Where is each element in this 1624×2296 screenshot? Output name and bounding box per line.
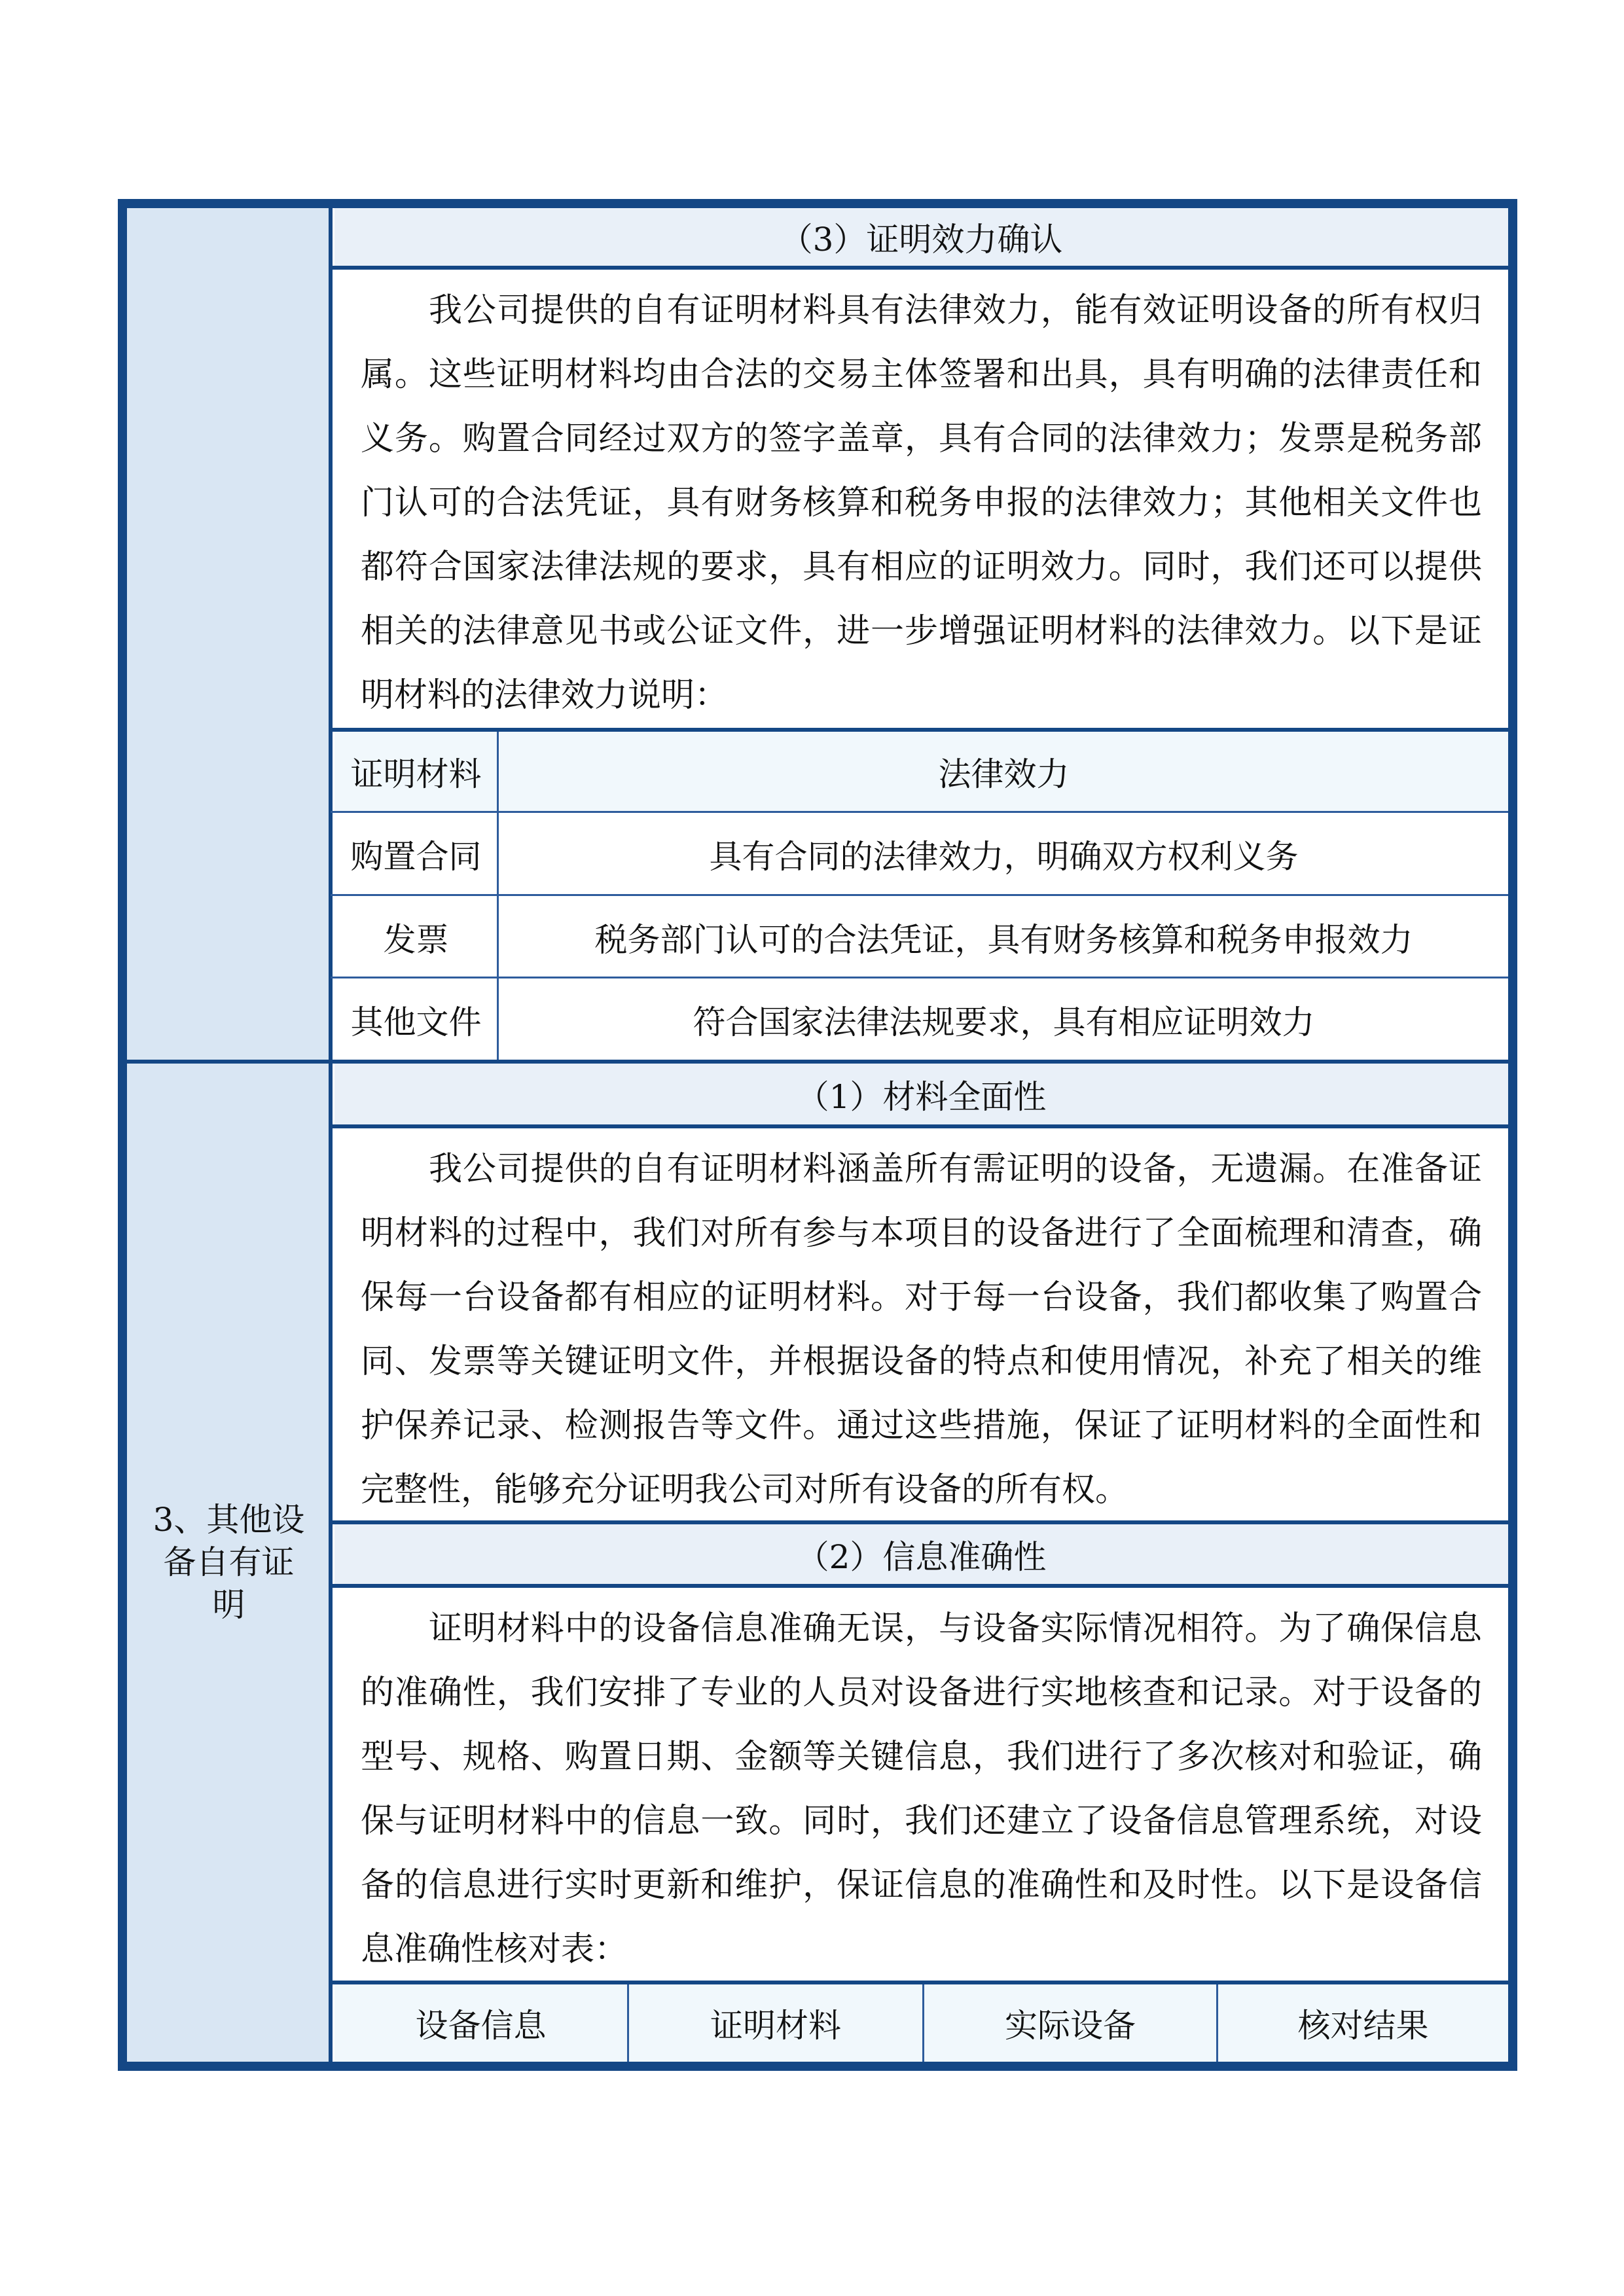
paragraph-accuracy: 证明材料中的设备信息准确无误，与设备实际情况相符。为了确保信息的准确性，我们安排了专业的人员对设备进行实地核查和记录。对于设备的型号、规格、购置日期、金额等关键信息，我们进行了多次核对和验证，确保与证明材料中的信息一致。同时，我们还建立了设备信息管理系统，对设备的信息进行实时更新和维护，保证信息的准确性和及时性。以下是设备信息准确性核对表： [361,1609,1482,1969]
divider [127,1060,1508,1064]
section-label [127,1499,331,1626]
section-label-line: 明 [212,1586,245,1624]
table-header-cell: 证明材料 [334,732,497,812]
divider [331,1981,1508,1984]
divider [331,1520,1508,1524]
divider [331,977,1508,978]
divider [497,732,499,1060]
table-cell-validity: 符合国家法律法规要求，具有相应证明效力 [693,1003,1315,1041]
table-cell-material: 其他文件 [350,1003,482,1041]
divider [331,266,1508,270]
divider [922,1984,924,2062]
divider [331,1584,1508,1588]
divider [329,208,333,2062]
check-table-header-cell: 核对结果 [1218,1984,1508,2062]
divider [1216,1984,1218,2062]
section-label-line: 备自有证 [163,1543,295,1581]
heading-proof-validity: （3）证明效力确认 [334,208,1508,266]
table-cell-validity: 税务部门认可的合法凭证，具有财务核算和税务申报效力 [594,920,1413,959]
section-label-line: 3、其他设 [153,1501,305,1539]
heading-completeness: （1）材料全面性 [334,1064,1508,1124]
check-table-header-cell: 证明材料 [629,1984,922,2062]
check-table-header-cell: 设备信息 [334,1984,627,2062]
table-header-cell: 法律效力 [499,732,1508,812]
paragraph-proof-validity: 我公司提供的自有证明材料具有法律效力，能有效证明设备的所有权归属。这些证明材料均由合法的交易主体签署和出具，具有明确的法律责任和义务。购置合同经过双方的签字盖章，具有合同的法律效力；发票是税务部门认可的合法凭证，具有财务核算和税务申报的法律效力；其他相关文件也都符合国家法律法规的要求，具有相应的证明效力。同时，我们还可以提供相关的法律意见书或公证文件，进一步增强证明材料的法律效力。以下是证明材料的法律效力说明： [361,291,1482,715]
divider [627,1984,629,2062]
heading-accuracy: （2）信息准确性 [334,1524,1508,1584]
table-cell-material: 购置合同 [350,838,482,876]
left-column-cell-empty [127,208,331,1060]
divider [331,894,1508,896]
divider [331,811,1508,813]
check-table-header-cell: 实际设备 [924,1984,1216,2062]
divider [331,728,1508,732]
divider [331,1124,1508,1128]
table-cell-material: 发票 [383,920,449,959]
table-cell-validity: 具有合同的法律效力，明确双方权利义务 [709,838,1299,876]
paragraph-completeness: 我公司提供的自有证明材料涵盖所有需证明的设备，无遗漏。在准备证明材料的过程中，我们对所有参与本项目的设备进行了全面梳理和清查，确保每一台设备都有相应的证明材料。对于每一台设备，我们都收集了购置合同、发票等关键证明文件，并根据设备的特点和使用情况，补充了相关的维护保养记录、检测报告等文件。通过这些措施，保证了证明材料的全面性和完整性，能够充分证明我公司对所有设备的所有权。 [361,1150,1482,1509]
